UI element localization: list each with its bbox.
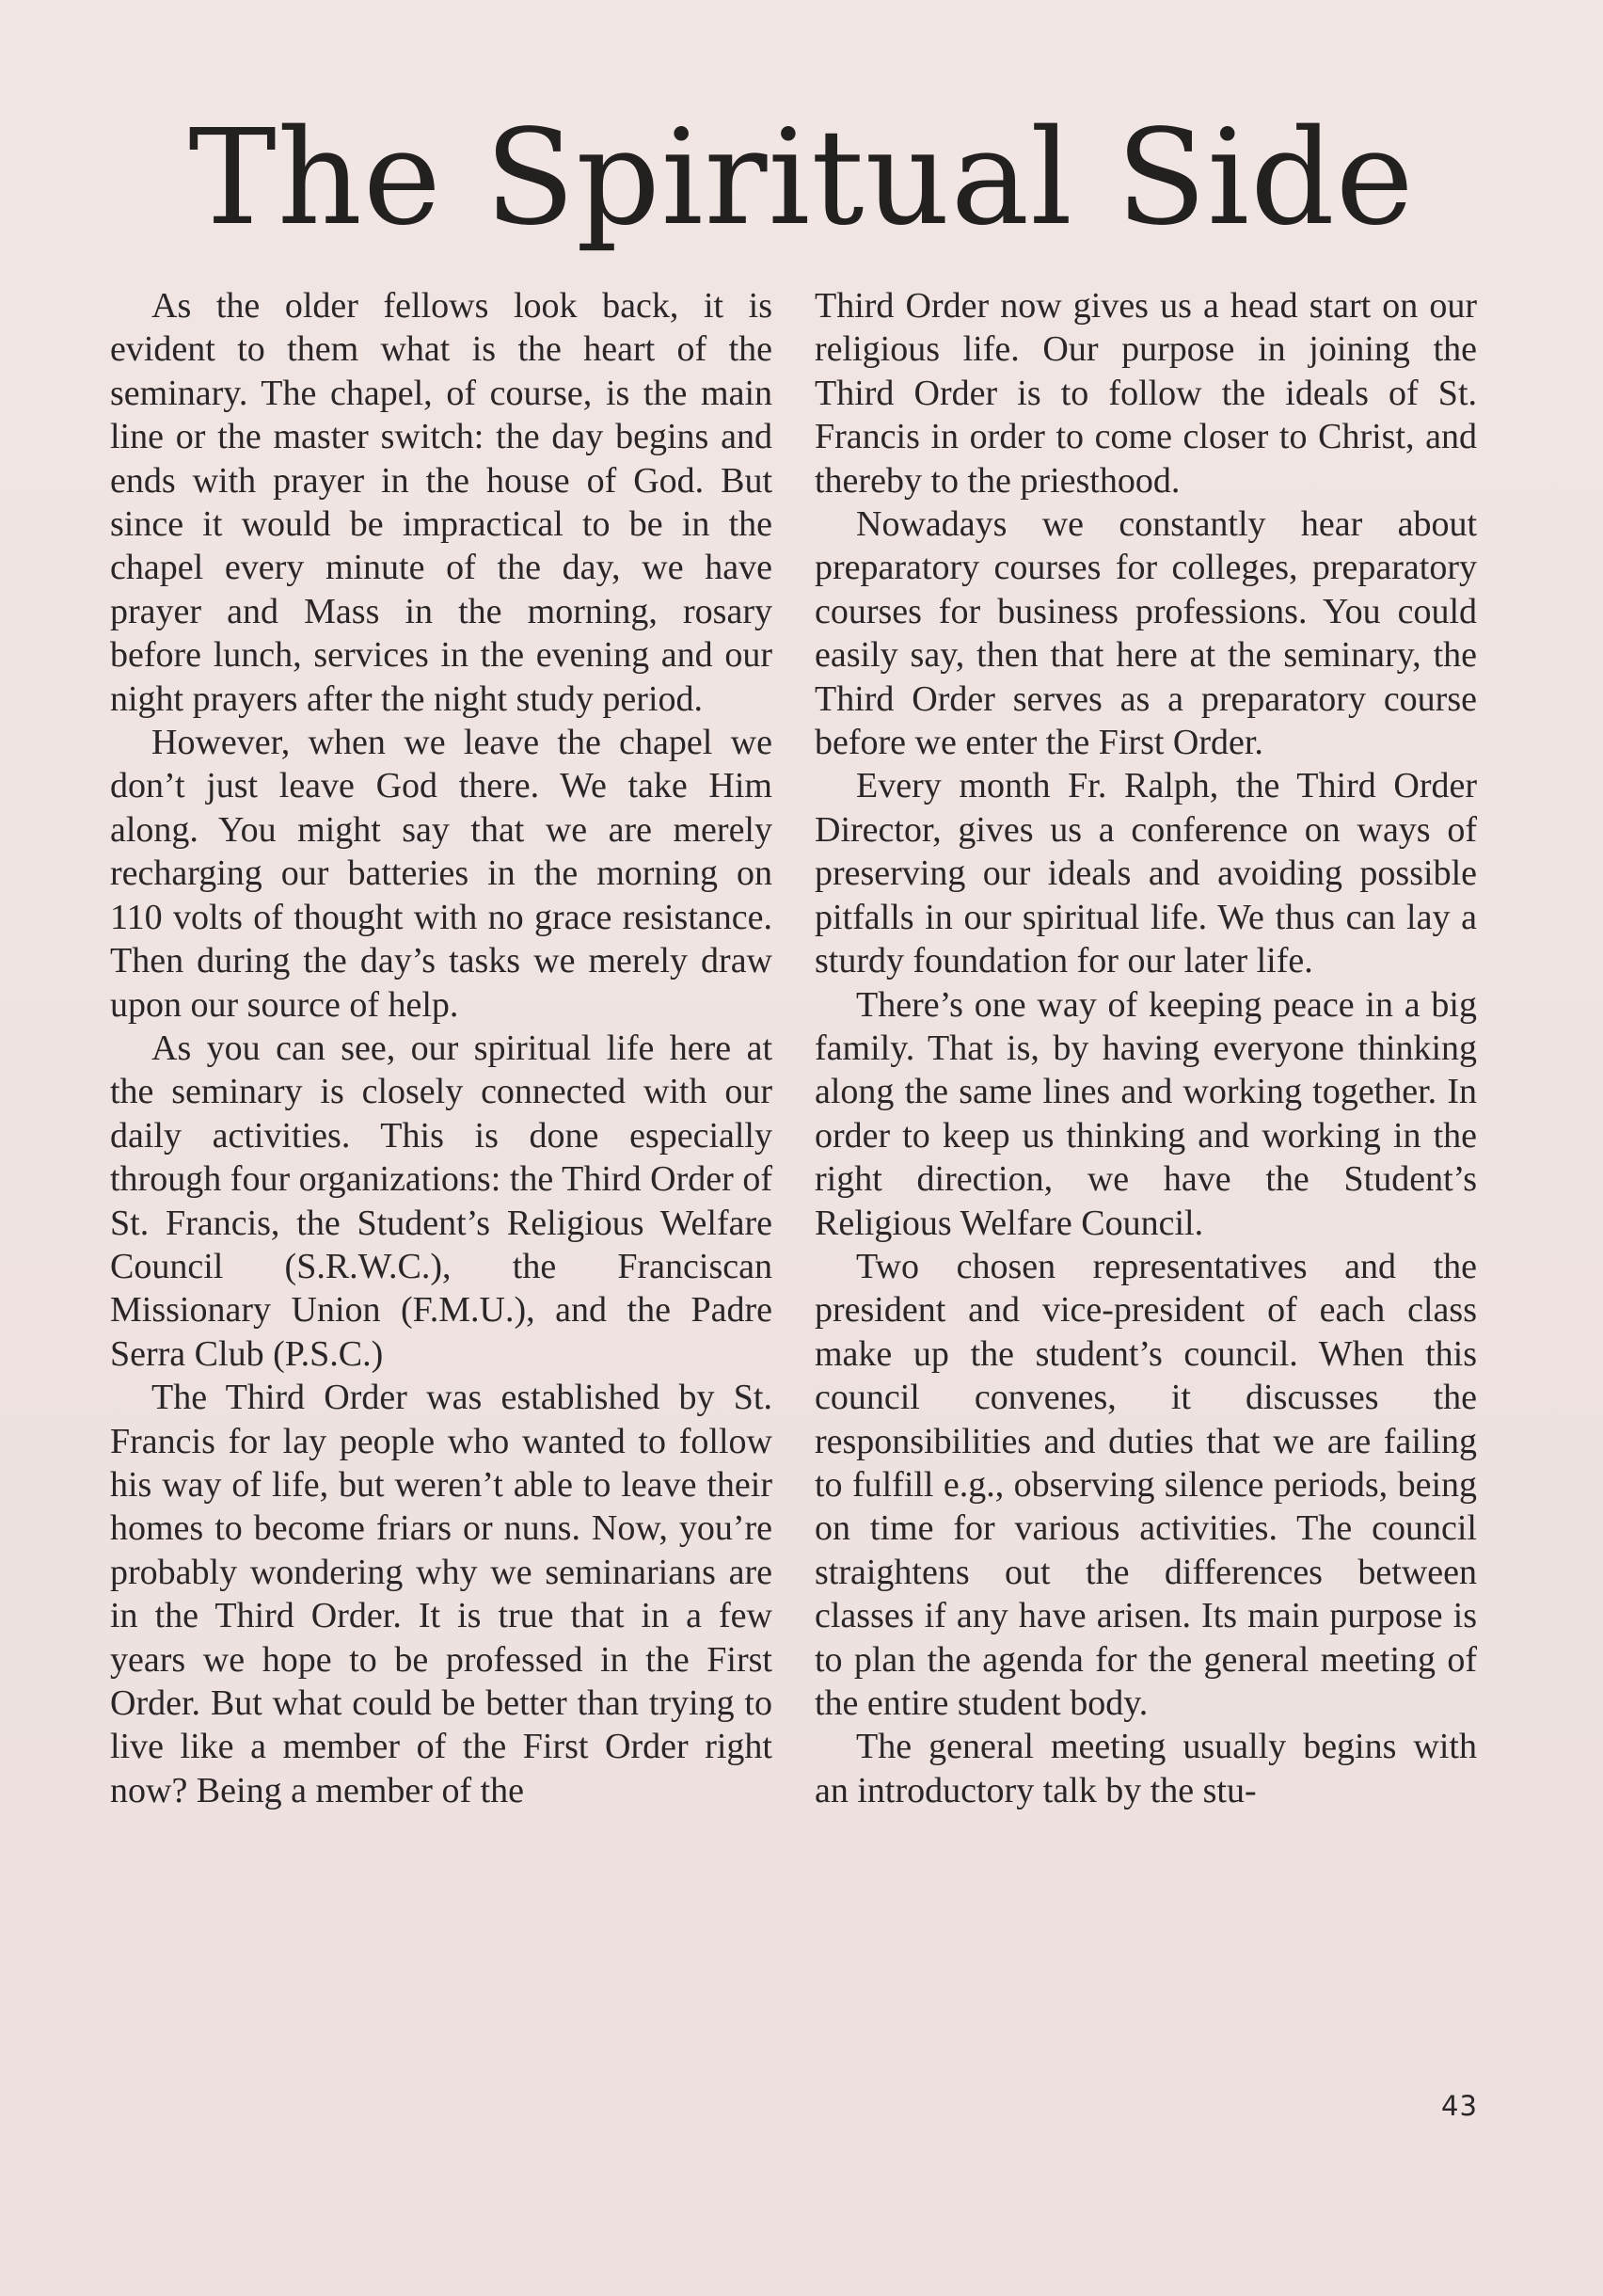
page-title: The Spiritual Side (188, 102, 1415, 255)
paragraph: Two chosen representatives and the president and vice-president of each class make up the student’s council. When this council convenes, it discusses the responsibilities and duties that we are failing to fulfill e.g., observing silence periods, being on time for various activities. The council straightens out the differences between classes if any have arisen. Its main purpose is to plan the agenda for the general meeting of the entire student body. (815, 1246, 1477, 1723)
paragraph: There’s one way of keeping peace in a big family. That is, by having everyone thinking along the same lines and working together. In order to keep us thinking and working in the right direction, we have the Student’s Religious Welfare Council. (815, 984, 1477, 1243)
paragraph: As the older fellows look back, it is evident to them what is the heart of the seminary. The chapel, of course, is the main line or the master switch: the day begins and ends with prayer in the house of God. But since it would be impractical to be in the chapel every minute of the day, we have prayer and Mass in the morning, rosary before lunch, services in the evening and our night prayers after the night study period. (110, 286, 772, 719)
right-column (815, 284, 1477, 1812)
paragraph: Third Order now gives us a head start on our religious life. Our purpose in joining the Third Order is to follow the ideals of St. Francis in order to come closer to Christ, and thereby to the priesthood. (815, 286, 1477, 501)
page-number: 43 (1441, 2090, 1478, 2122)
paragraph: Every month Fr. Ralph, the Third Order Director, gives us a conference on ways of preserving our ideals and avoiding possible pitfalls in our spiritual life. We thus can lay a sturdy foundation for our later life. (815, 766, 1477, 981)
paragraph: The general meeting usually begins with an introductory talk by the stu- (815, 1727, 1477, 1810)
paragraph: The Third Order was established by St. Francis for lay people who wanted to follow his way of life, but weren’t able to leave their homes to become friars or nuns. Now, you’re probably wondering why we seminarians are in the Third Order. It is true that in a few years we hope to be professed in the First Order. But what could be better than trying to live like a member of the First Order right now? Being a member of the (110, 1378, 772, 1810)
left-column (110, 284, 772, 1812)
paragraph: As you can see, our spiritual life here at the seminary is closely connected with our daily activities. This is done especially through four organizations: the Third Order of St. Francis, the Student’s Religious Welfare Council (S.R.W.C.), the Franciscan Missionary Union (F.M.U.), and the Padre Serra Club (P.S.C.) (110, 1028, 772, 1374)
paragraph: Nowadays we constantly hear about preparatory courses for colleges, preparatory courses for business professions. You could easily say, then that here at the seminary, the Third Order serves as a preparatory course before we enter the First Order. (815, 504, 1477, 763)
paragraph: However, when we leave the chapel we don’t just leave God there. We take Him along. You might say that we are merely recharging our batteries in the morning on 110 volts of thought with no grace resistance. Then during the day’s tasks we merely draw upon our source of help. (110, 723, 772, 1025)
